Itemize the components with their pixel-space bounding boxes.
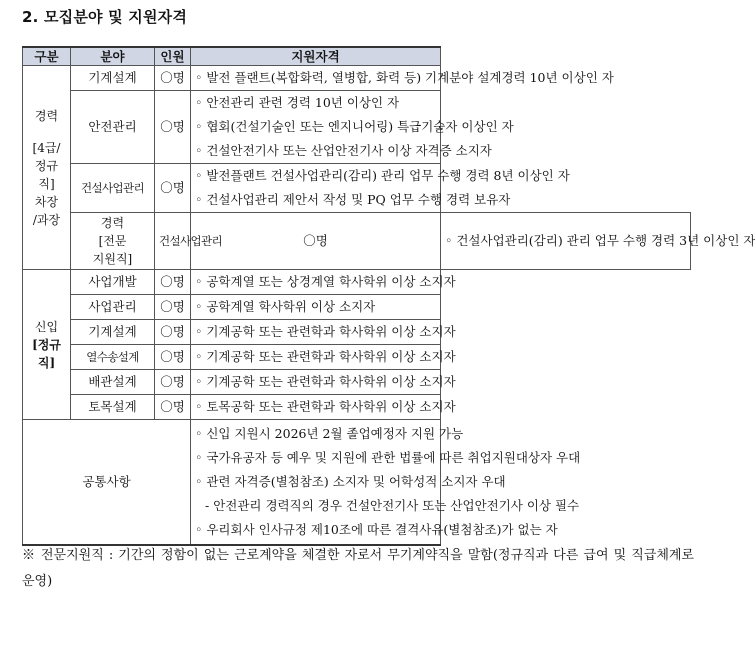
recruitment-table bbox=[22, 46, 755, 546]
table-row bbox=[23, 320, 691, 345]
category-line: 지원직] bbox=[92, 252, 133, 266]
count-cell: 〇명 bbox=[191, 213, 441, 270]
category-line: [전문 bbox=[98, 234, 127, 248]
category-career bbox=[23, 66, 71, 270]
qualification-line: ◦ 협회(건설기술인 또는 엔지니어링) 특급기술자 이상인 자 bbox=[195, 119, 514, 134]
field-cell: 사업개발 bbox=[71, 270, 155, 295]
table-row bbox=[23, 345, 691, 370]
field-cell: 안전관리 bbox=[71, 91, 155, 164]
qualification-line: ◦ 우리회사 인사규정 제10조에 따른 결격사유(별첨참조)가 없는 자 bbox=[195, 522, 558, 537]
qualification-cell bbox=[441, 213, 755, 270]
field-cell: 토목설계 bbox=[71, 395, 155, 420]
table-header-row bbox=[23, 47, 691, 66]
qualification-line: ◦ 발전플랜트 건설사업관리(감리) 관리 업무 수행 경력 8년 이상인 자 bbox=[195, 168, 570, 183]
qualification-line: ◦ 공학계열 또는 상경계열 학사학위 이상 소지자 bbox=[195, 274, 456, 289]
category-line: [4급/ bbox=[32, 140, 61, 155]
table-row bbox=[23, 295, 691, 320]
table-row bbox=[23, 270, 691, 295]
header-field: 분야 bbox=[71, 47, 155, 66]
table-row bbox=[23, 395, 691, 420]
table-row-common bbox=[23, 420, 691, 546]
field-cell: 배관설계 bbox=[71, 370, 155, 395]
qualification-cell bbox=[191, 345, 456, 370]
category-line: 경력 bbox=[100, 216, 125, 230]
category-line: /과장 bbox=[32, 212, 61, 227]
qualification-cell bbox=[191, 164, 570, 213]
count-cell: 〇명 bbox=[155, 295, 191, 320]
qualification-cell bbox=[191, 320, 456, 345]
count-cell: 〇명 bbox=[155, 91, 191, 164]
count-cell: 〇명 bbox=[155, 370, 191, 395]
qualification-line: ◦ 발전 플랜트(복합화력, 열병합, 화력 등) 기계분야 설계경력 10년 이상인 자 bbox=[195, 70, 614, 85]
qualification-line: ◦ 기계공학 또는 관련학과 학사학위 이상 소지자 bbox=[195, 374, 456, 389]
field-cell: 기계설계 bbox=[71, 66, 155, 91]
category-new bbox=[23, 270, 71, 420]
qualification-line: ◦ 공학계열 학사학위 이상 소지자 bbox=[195, 299, 376, 314]
qualification-line: ◦ 건설사업관리(감리) 관리 업무 수행 경력 3년 이상인 자 bbox=[445, 233, 755, 248]
qualification-cell bbox=[191, 66, 614, 91]
qualification-cell bbox=[191, 370, 456, 395]
qualification-line: ◦ 기계공학 또는 관련학과 학사학위 이상 소지자 bbox=[195, 349, 456, 364]
category-line: 경력 bbox=[34, 108, 59, 123]
common-qualification-cell bbox=[191, 420, 581, 546]
qualification-cell bbox=[191, 395, 456, 420]
field-cell: 사업관리 bbox=[71, 295, 155, 320]
category-line: 차장 bbox=[34, 194, 59, 209]
table-row bbox=[23, 164, 691, 213]
qualification-line: ◦ 건설안전기사 또는 산업안전기사 이상 자격증 소지자 bbox=[195, 143, 492, 158]
table-row bbox=[23, 66, 691, 91]
section-title: 2. 모집분야 및 지원자격 bbox=[22, 8, 188, 26]
category-expert bbox=[71, 213, 155, 270]
table-row bbox=[23, 91, 691, 164]
qualification-line: ◦ 관련 자격증(별첨참조) 소지자 및 어학성적 소지자 우대 bbox=[195, 474, 506, 489]
table-row bbox=[23, 370, 691, 395]
count-cell: 〇명 bbox=[155, 270, 191, 295]
qualification-cell bbox=[191, 295, 441, 320]
qualification-line: - 안전관리 경력직의 경우 건설안전기사 또는 산업안전기사 이상 필수 bbox=[205, 498, 580, 513]
field-cell: 건설사업관리 bbox=[71, 164, 155, 213]
qualification-line: ◦ 신입 지원시 2026년 2월 졸업예정자 지원 가능 bbox=[195, 426, 464, 441]
header-count: 인원 bbox=[155, 47, 191, 66]
table-row bbox=[23, 213, 691, 270]
qualification-line: ◦ 토목공학 또는 관련학과 학사학위 이상 소지자 bbox=[195, 399, 456, 414]
header-category: 구분 bbox=[23, 47, 71, 66]
category-line: 정규직] bbox=[34, 158, 59, 191]
qualification-line: ◦ 안전관리 관련 경력 10년 이상인 자 bbox=[195, 95, 400, 110]
common-label: 공통사항 bbox=[23, 420, 191, 546]
count-cell: 〇명 bbox=[155, 164, 191, 213]
field-cell: 건설사업관리 bbox=[155, 213, 191, 270]
qualification-cell bbox=[191, 270, 456, 295]
field-cell: 열수송설계 bbox=[71, 345, 155, 370]
qualification-cell bbox=[191, 91, 514, 164]
qualification-line: ◦ 국가유공자 등 예우 및 지원에 관한 법률에 따른 취업지원대상자 우대 bbox=[195, 450, 581, 465]
count-cell: 〇명 bbox=[155, 395, 191, 420]
count-cell: 〇명 bbox=[155, 345, 191, 370]
footnote: ※ 전문지원직 : 기간의 정함이 없는 근로계약을 체결한 자로서 무기계약직을 말함(정규직과 다른 급여 및 직급체계로 운영) bbox=[22, 548, 694, 589]
category-line: 신입 bbox=[34, 319, 59, 334]
qualification-line: ◦ 건설사업관리 제안서 작성 및 PQ 업무 수행 경력 보유자 bbox=[195, 192, 511, 207]
category-line: [정규직] bbox=[32, 337, 61, 370]
count-cell: 〇명 bbox=[155, 66, 191, 91]
count-cell: 〇명 bbox=[155, 320, 191, 345]
field-cell: 기계설계 bbox=[71, 320, 155, 345]
qualification-line: ◦ 기계공학 또는 관련학과 학사학위 이상 소지자 bbox=[195, 324, 456, 339]
header-qualification: 지원자격 bbox=[191, 47, 441, 66]
